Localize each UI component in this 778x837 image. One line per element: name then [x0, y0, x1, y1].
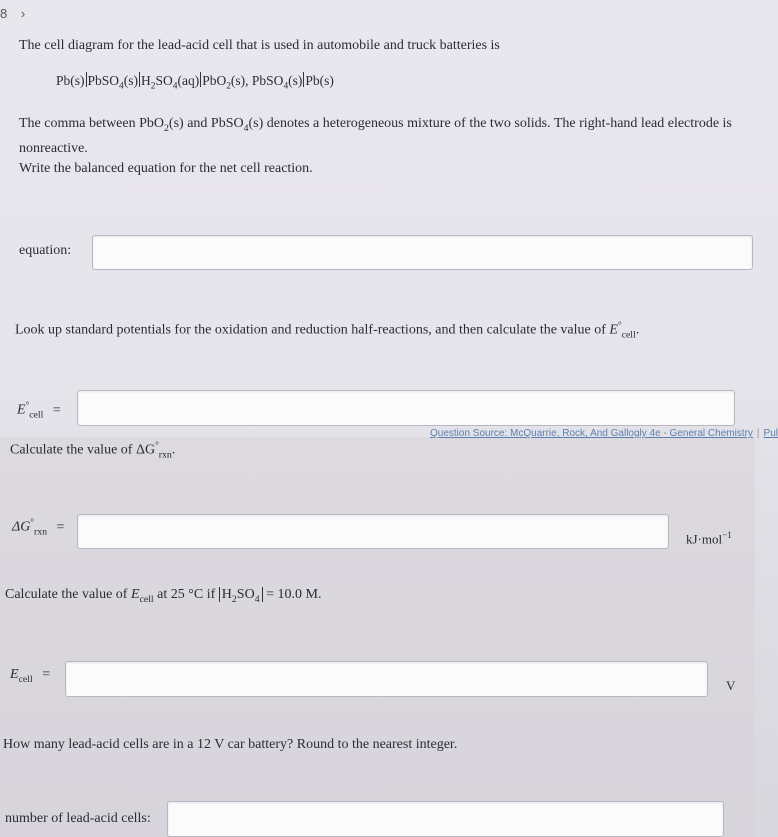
ecell-unit: V	[726, 678, 736, 693]
page-number: 8	[0, 6, 8, 21]
ecell-std-field[interactable]	[77, 390, 735, 426]
cell-diagram: Pb(s) PbSO$_4$(s) $H_2SO_4(aq)$ PbO$_2$(s), PbSO$_4$(s) Pb(s)	[56, 73, 334, 92]
ecell-std-prompt: Look up standard potentials for the oxidation and reduction half-reactions, and then calculate the value of $E^\circ_{cell}$.	[15, 320, 640, 341]
question-source[interactable]: Question Source: McQuarrie, Rock, And Gallogly 4e - General Chemistry | Pul	[430, 428, 778, 439]
nav-fragment	[0, 6, 25, 21]
dg-unit: kJ·mol$^{-1}$	[686, 530, 732, 547]
ecell-input[interactable]	[66, 662, 707, 696]
ecell-std-input[interactable]	[78, 391, 734, 425]
equation-label: equation:	[19, 243, 72, 258]
lower-section	[0, 437, 755, 837]
question-title: The cell diagram for the lead-acid cell that is used in automobile and truck batteries is	[19, 38, 500, 53]
ecell-prompt: Calculate the value of $E_{cell}$ at 25 °C if $H_2SO_4 = 10.0$ M.	[5, 587, 322, 605]
equation-input[interactable]	[93, 236, 752, 269]
cells-input[interactable]	[168, 802, 723, 836]
cells-label: number of lead-acid cells:	[5, 811, 151, 826]
dg-prompt: Calculate the value of $\Delta G^\circ_{rxn}$.	[10, 440, 176, 461]
cells-prompt: How many lead-acid cells are in a 12 V car battery? Round to the nearest integer.	[3, 737, 458, 752]
ecell-label: $E_{cell}$ =	[10, 667, 51, 685]
question-note: The comma between PbO$_2$(s) and PbSO$_4$(s) denotes a heterogeneous mixture of the two solids. The right-hand lead electrode is nonreactive.	[19, 116, 732, 156]
dg-input[interactable]	[78, 515, 668, 548]
source-link[interactable]: Question Source: McQuarrie, Rock, And Gallogly 4e - General Chemistry	[430, 428, 753, 439]
ecell-field[interactable]	[65, 661, 708, 697]
publisher-link[interactable]: Pul	[763, 428, 778, 439]
equation-field[interactable]	[92, 235, 753, 270]
ecell-std-label: $E^\circ_{cell}$ =	[17, 400, 61, 421]
question-instruction: Write the balanced equation for the net cell reaction.	[19, 161, 313, 176]
dg-label: $\Delta G^\circ_{rxn}$ =	[12, 517, 65, 538]
dg-field[interactable]	[77, 514, 669, 549]
cells-field[interactable]	[167, 801, 724, 837]
chevron-right-icon[interactable]: ›	[20, 6, 26, 21]
